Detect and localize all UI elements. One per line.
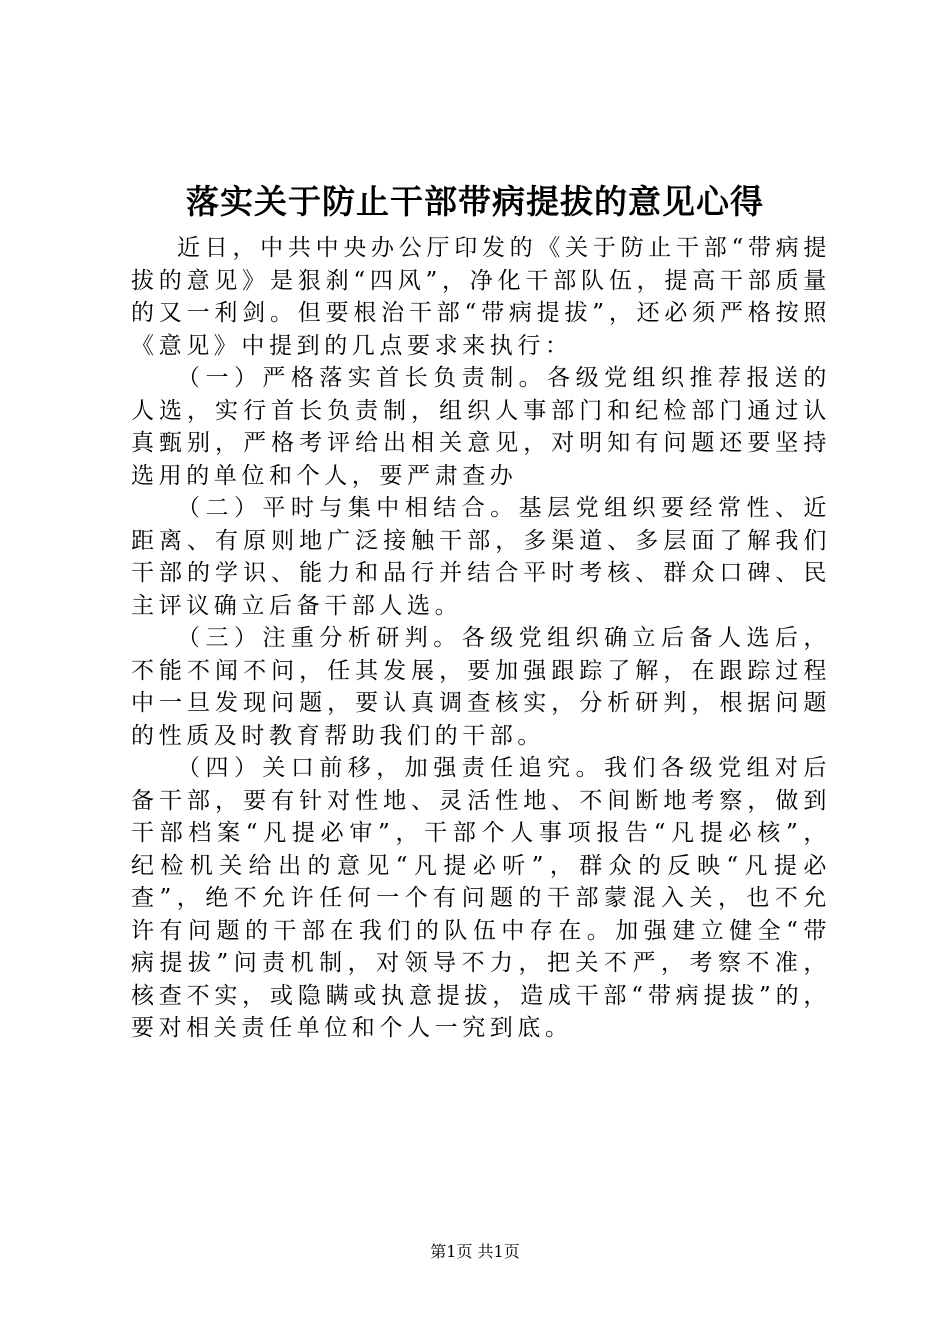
paragraph-point-4: （四）关口前移，加强责任追究。我们各级党组对后备干部，要有针对性地、灵活性地、不间断地考察，做到干部档案“凡提必审”，干部个人事项报告“凡提必核”，纪检机关给出的意见“凡提必听”，群众的反映“凡提必查”，绝不允许任何一个有问题的干部蒙混入关，也不允许有问题的干部在我们的队伍中存在。加强建立健全“带病提拔”问责机制，对领导不力，把关不严，考察不准，核查不实，或隐瞒或执意提拔，造成干部“带病提拔”的，要对相关责任单位和个人一究到底。 (131, 755, 831, 1041)
paragraph-intro: 近日，中共中央办公厅印发的《关于防止干部“带病提拔的意见》是狠刹“四风”，净化干部队伍，提高干部质量的又一利剑。但要根治干部“带病提拔”，还必须严格按照《意见》中提到的几点要求来执行： (131, 235, 831, 359)
page-number-footer: 第1页 共1页 (430, 1242, 520, 1261)
paragraph-point-2: （二）平时与集中相结合。基层党组织要经常性、近距离、有原则地广泛接触干部，多渠道、多层面了解我们干部的学识、能力和品行并结合平时考核、群众口碑、民主评议确立后备干部人选。 (131, 495, 831, 619)
document-title: 落实关于防止干部带病提拔的意见心得 (186, 182, 764, 221)
paragraph-point-3: （三）注重分析研判。各级党组织确立后备人选后，不能不闻不问，任其发展，要加强跟踪了解，在跟踪过程中一旦发现问题，要认真调查核实，分析研判，根据问题的性质及时教育帮助我们的干部。 (131, 625, 831, 749)
document-body (131, 232, 831, 1045)
paragraph-point-1: （一）严格落实首长负责制。各级党组织推荐报送的人选，实行首长负责制，组织人事部门和纪检部门通过认真甄别，严格考评给出相关意见，对明知有问题还要坚持选用的单位和个人，要严肃查办 (131, 365, 831, 489)
